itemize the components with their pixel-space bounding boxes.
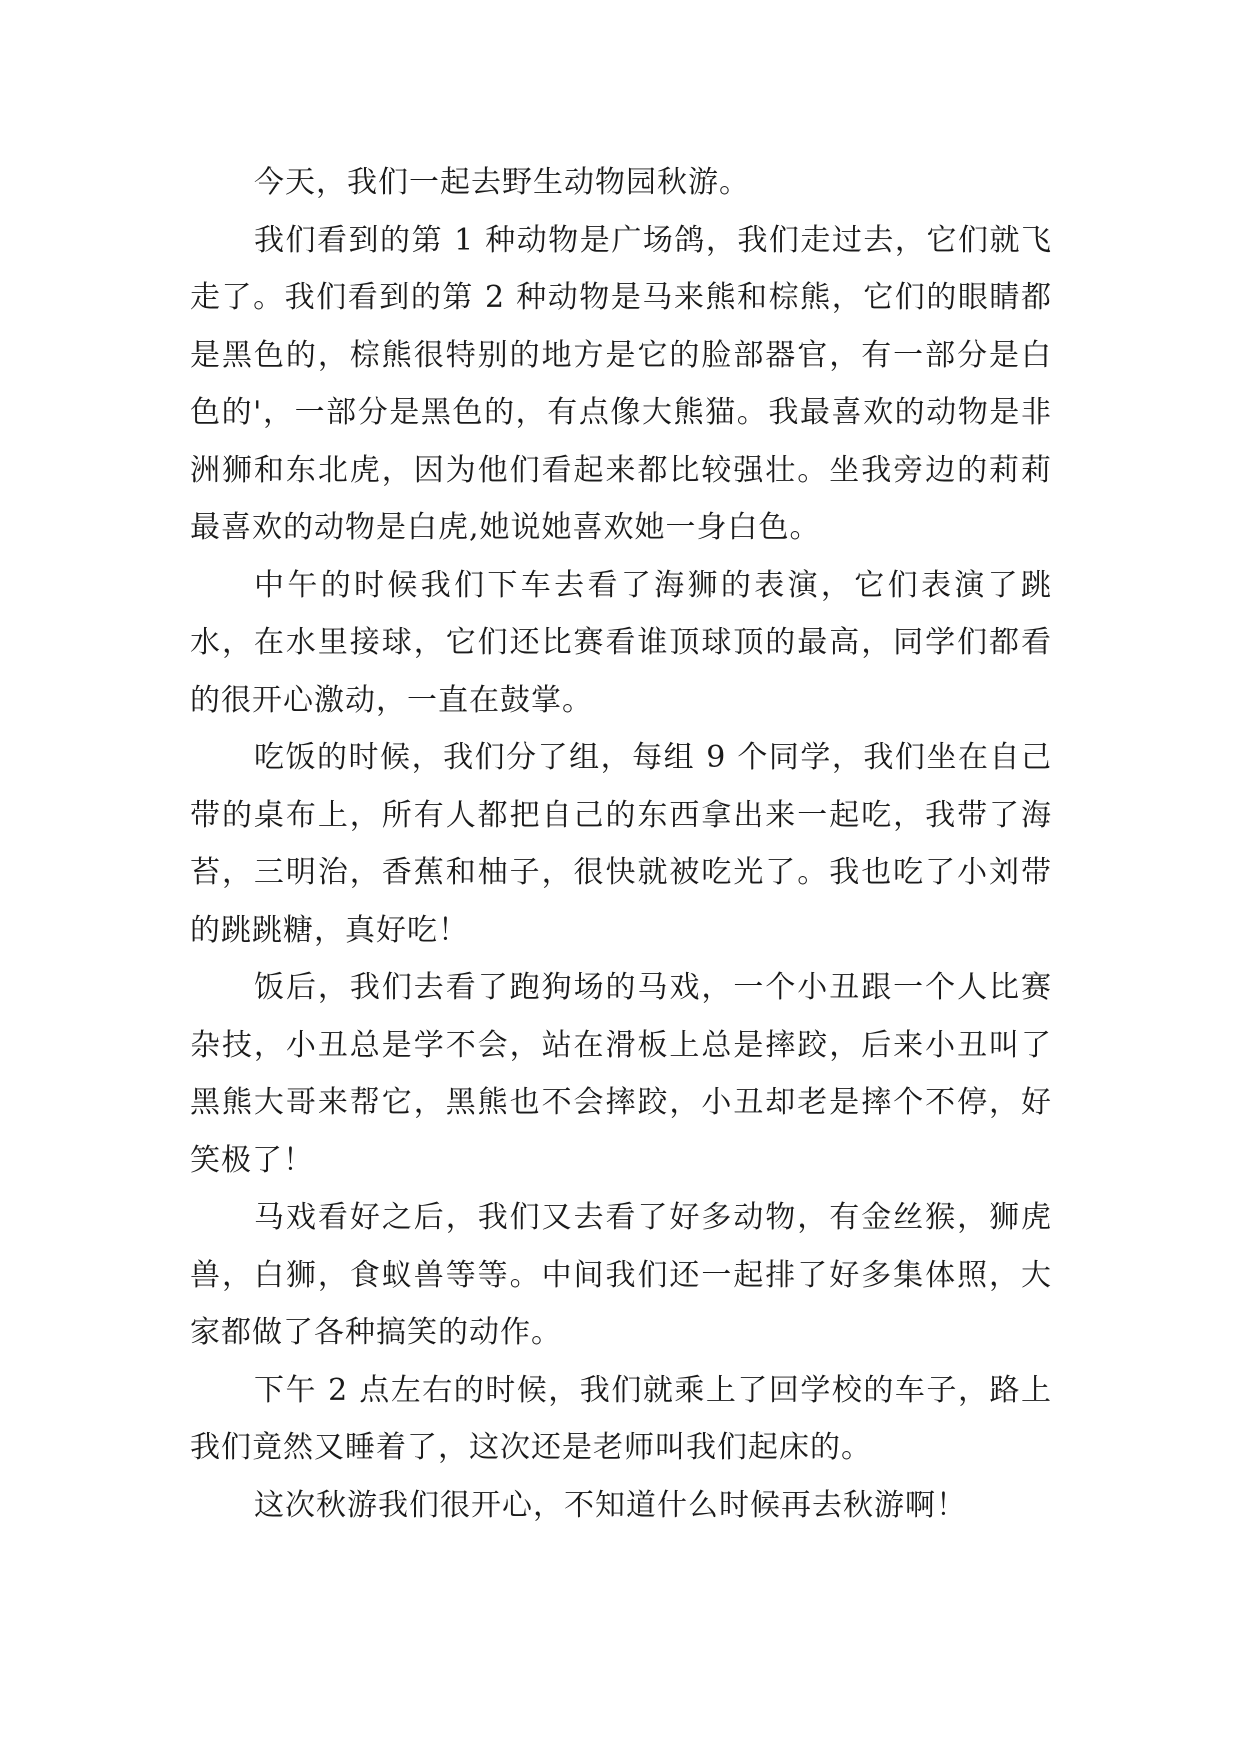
paragraph-1: 今天，我们一起去野生动物园秋游。 [254,165,750,200]
paragraph-4: 吃饭的时候，我们分了组，每组 9 个同学，我们坐在自己带的桌布上，所有人都把自己的东西拿出来一起吃，我带了海苔，三明治，香蕉和柚子，很快就被吃光了。我也吃了小刘带的跳跳糖，真好吃！ [190,740,1052,948]
paragraph-7: 下午 2 点左右的时候，我们就乘上了回学校的车子，路上我们竟然又睡着了，这次还是老师叫我们起床的。 [190,1372,1052,1465]
document-body [190,154,1052,1534]
paragraph-5: 饭后，我们去看了跑狗场的马戏，一个小丑跟一个人比赛杂技，小丑总是学不会，站在滑板上总是摔跤，后来小丑叫了黑熊大哥来帮它，黑熊也不会摔跤，小丑却老是摔个不停，好笑极了！ [190,970,1052,1178]
paragraph-6: 马戏看好之后，我们又去看了好多动物，有金丝猴，狮虎兽，白狮，食蚁兽等等。中间我们还一起排了好多集体照，大家都做了各种搞笑的动作。 [190,1200,1052,1350]
paragraph-3: 中午的时候我们下车去看了海狮的表演，它们表演了跳水，在水里接球，它们还比赛看谁顶球顶的最高，同学们都看的很开心激动，一直在鼓掌。 [190,567,1052,718]
paragraph-8: 这次秋游我们很开心，不知道什么时候再去秋游啊！ [254,1487,967,1523]
paragraph-2: 我们看到的第 1 种动物是广场鸽，我们走过去，它们就飞走了。我们看到的第 2 种动物是马来熊和棕熊，它们的眼睛都是黑色的，棕熊很特别的地方是它的脸部器官，有一部分是白色的'，一部分是黑色的，有点像大熊猫。我最喜欢的动物是非洲狮和东北虎，因为他们看起来都比较强壮。坐我旁边的莉莉最喜欢的动物是白虎,她说她喜欢她一身白色。 [190,222,1052,545]
